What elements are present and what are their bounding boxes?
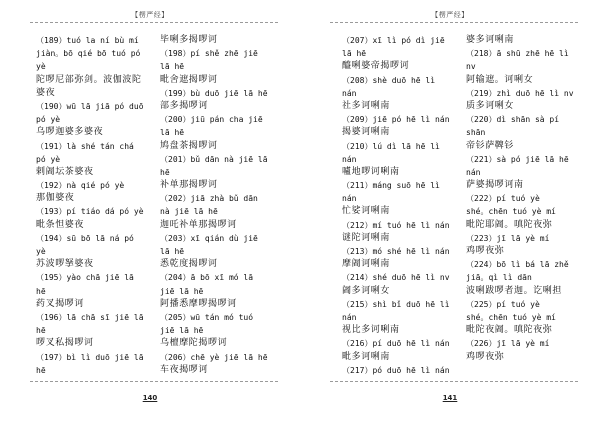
chinese-line: 婆多诃唎南 <box>466 35 515 45</box>
chinese-line: 啰叉私揭啰诃 <box>36 338 94 349</box>
pinyin-line: （224）bō lì bá lā zhě <box>466 260 569 270</box>
chinese-line: 鸠盘茶揭啰诃 <box>160 140 218 151</box>
pinyin-line: （219）zhì duō hē lì nv <box>466 88 574 98</box>
pinyin-line: hē <box>36 286 46 296</box>
chinese-line: 毗多诃唎南 <box>342 351 391 362</box>
pinyin-line: yè <box>36 62 46 72</box>
chinese-line: 阿播悉摩啰揭啰诃 <box>160 298 237 309</box>
pinyin-line: lā hē <box>160 128 185 138</box>
pinyin-line: （200）jiū pán cha jiē <box>160 115 263 125</box>
pinyin-line: （210）lú dì lā hē lì <box>342 141 440 151</box>
chinese-line: 忙娑诃唎南 <box>342 206 391 217</box>
pinyin-line: （213）mó shé hē lì nán <box>342 247 450 256</box>
footer-divider <box>330 381 578 382</box>
pinyin-line: （226）jī lā yè mí <box>466 339 550 349</box>
pinyin-line: （204）ā bō xī mó lā <box>160 273 254 283</box>
chinese-line: 嚧地啰诃唎南 <box>342 166 400 177</box>
chinese-line: 毗陀夜阇。嗔陀夜弥 <box>466 325 553 336</box>
pinyin-line: （211）máng suō hē lì <box>342 181 440 191</box>
pinyin-line: （212）mí tuó hē lì nán <box>342 220 450 230</box>
chinese-line: 社多诃唎南 <box>342 100 391 111</box>
chinese-line: 鸡啰夜弥 <box>466 246 505 256</box>
pinyin-line: jiā。qì lì dān <box>466 273 532 283</box>
pinyin-line: （202）jiā zhà bǔ dān <box>160 194 258 204</box>
pinyin-line: （191）là shé tán chá <box>36 141 134 151</box>
chinese-line: 阿输遮。诃唎女 <box>466 74 534 85</box>
pinyin-line: nán <box>342 194 357 204</box>
header-divider <box>330 22 578 23</box>
chinese-line: 揭婆诃唎南 <box>342 127 391 138</box>
pinyin-line: （194）sū bō lā ná pó <box>36 233 134 243</box>
pinyin-line: （199）bù duō jiē lā hē <box>160 88 268 98</box>
pinyin-line: （195）yào chā jiē lā <box>36 273 134 283</box>
pinyin-line: lā hē <box>160 247 185 256</box>
pinyin-line: nán <box>342 88 357 98</box>
pinyin-line: hē <box>160 167 170 177</box>
chinese-line: 毗陀耶阇。嗔陀夜弥 <box>466 219 553 230</box>
chinese-line: 补单那揭啰诃 <box>160 180 218 191</box>
pinyin-line: （222）pí tuó yè <box>466 194 540 204</box>
chinese-line: 毗舍遮揭啰诃 <box>160 74 218 85</box>
chinese-line: 毗条怛婆夜 <box>36 219 85 230</box>
page-header: 【楞严经】 <box>431 11 469 19</box>
pinyin-line: （223）jī lā yè mí <box>466 233 550 243</box>
pinyin-line: （225）pí tuó yè <box>466 299 540 309</box>
pinyin-line: nv <box>466 62 476 72</box>
pinyin-line: lā hē <box>160 62 185 72</box>
pinyin-line: （189）tuó la ní bù mí <box>36 36 139 45</box>
pinyin-line: （193）pí tiáo dá pó yè <box>36 207 144 217</box>
page-header: 【楞严经】 <box>131 11 169 19</box>
chinese-line: 帝钐萨鞞钐 <box>466 140 515 151</box>
pinyin-line: （216）pí duō hē lì nán <box>342 339 450 349</box>
pinyin-line: （203）xī qián dù jiē <box>160 233 258 243</box>
text-column <box>36 34 154 379</box>
pinyin-line: （208）shè duō hē lì <box>342 75 436 85</box>
chinese-line: 部多揭啰诃 <box>160 100 209 111</box>
pinyin-line: nán <box>466 167 481 177</box>
pinyin-line: shé。chēn tuó yè mí <box>466 207 556 217</box>
pinyin-line: jiē lā hē <box>160 286 204 296</box>
pinyin-line: （207）xī lì pó dì jiē <box>342 36 445 45</box>
pinyin-line: （221）sà pó jiē lā hē <box>466 154 569 164</box>
pinyin-line: （220）dì shān sà pí <box>466 115 560 125</box>
chinese-line: 视比多诃唎南 <box>342 325 400 336</box>
pinyin-line: jiàn。bō qié bō tuó pó <box>36 49 141 59</box>
chinese-line: 迦吒补单那揭啰诃 <box>160 219 237 230</box>
pinyin-line: （214）shé duō hē lì nv <box>342 273 450 283</box>
chinese-line: 陀啰尼部弥剑。波伽波陀 <box>36 74 142 85</box>
pinyin-line: （192）nà qié pó yè <box>36 181 125 191</box>
pinyin-line: yè <box>36 247 46 256</box>
pinyin-line: （209）jiē pó hē lì nán <box>342 115 450 125</box>
pinyin-line: lā hē <box>342 49 367 59</box>
chinese-line: 剌阇坛茶婆夜 <box>36 166 94 177</box>
pinyin-line: （197）bì lì duō jiē lā <box>36 352 144 362</box>
chinese-line: 醯唎婆帝揭啰诃 <box>342 61 410 72</box>
chinese-line: 毕唎多揭啰诃 <box>160 35 218 45</box>
pinyin-line: pó yè <box>36 154 61 164</box>
pinyin-line: nà jiē lā hē <box>160 207 218 217</box>
chinese-line: 谜陀诃唎南 <box>342 232 391 243</box>
chinese-line: 乌啰迦婆多婆夜 <box>36 127 104 138</box>
chinese-line: 质多诃唎女 <box>466 100 515 111</box>
pinyin-line: jiē lā hē <box>160 326 204 336</box>
pinyin-line: （190）wū lā jiā pó duō <box>36 101 144 111</box>
page-number: 140 <box>142 394 158 402</box>
chinese-line: 鸡啰夜弥 <box>466 351 505 362</box>
pinyin-line: （215）shì bǐ duō hē lì <box>342 299 450 309</box>
header-divider <box>30 22 278 23</box>
chinese-line: 车夜揭啰诃 <box>160 364 209 375</box>
pinyin-line: shé。chēn tuó yè mí <box>466 312 556 322</box>
text-column <box>466 34 584 379</box>
pinyin-line: shān <box>466 128 486 138</box>
chinese-line: 萨婆揭啰诃南 <box>466 180 524 191</box>
chinese-line: 波唎跋啰者迦。讫唎担 <box>466 285 563 296</box>
right-page <box>300 0 600 424</box>
pinyin-line: hē <box>36 365 46 375</box>
pinyin-line: （205）wū tán mó tuó <box>160 312 254 322</box>
pinyin-line: （206）chē yè jiē lā hē <box>160 352 268 362</box>
page-number: 141 <box>442 394 458 402</box>
chinese-line: 阇多诃唎女 <box>342 285 391 296</box>
pinyin-line: nán <box>342 312 357 322</box>
pinyin-line: nán <box>342 154 357 164</box>
chinese-line: 药叉揭啰诃 <box>36 298 85 309</box>
text-column <box>342 34 460 379</box>
chinese-line: 婆夜 <box>36 87 56 98</box>
chinese-line: 那伽婆夜 <box>36 193 75 204</box>
pinyin-line: hē <box>36 326 46 336</box>
text-column <box>160 34 278 379</box>
pinyin-line: （218）ā shū zhē hē lì <box>466 49 569 59</box>
pinyin-line: （201）bǔ dān nà jiē lā <box>160 154 268 164</box>
pinyin-line: （196）lā chā sī jiē lā <box>36 312 144 322</box>
pinyin-line: （217）pó duō hē lì nán <box>342 365 450 375</box>
chinese-line: 悉乾度揭啰诃 <box>160 259 218 270</box>
chinese-line: 摩阇诃唎南 <box>342 259 391 270</box>
pinyin-line: （198）pí shě zhē jiē <box>160 49 258 59</box>
chinese-line: 苏波啰拏婆夜 <box>36 259 94 270</box>
pinyin-line: pó yè <box>36 115 61 125</box>
footer-divider <box>30 381 278 382</box>
chinese-line: 乌檀摩陀揭啰诃 <box>160 338 228 349</box>
